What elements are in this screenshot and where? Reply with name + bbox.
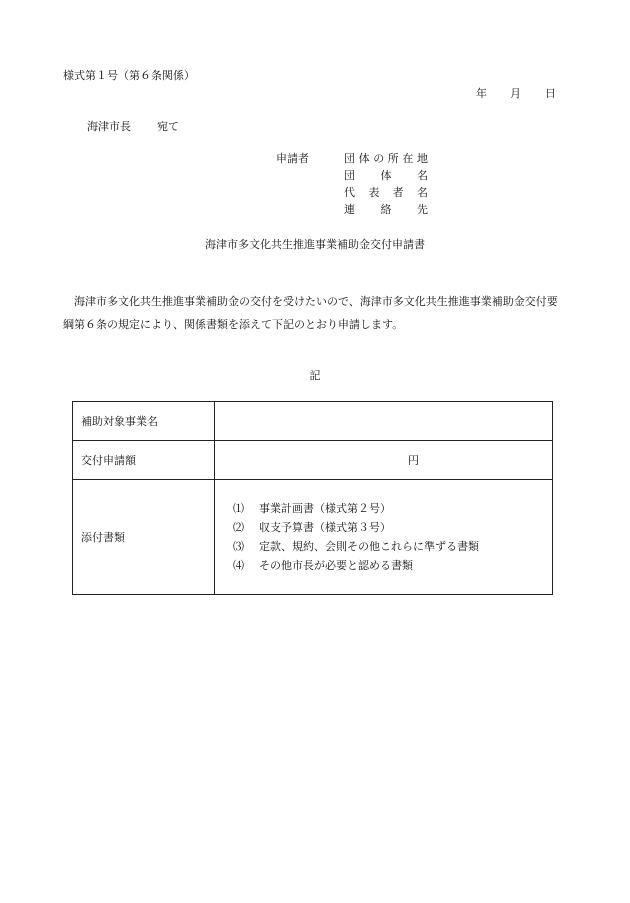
row-label-attachments: 添付書類 (73, 480, 215, 595)
list-item: ⑵ 収支予算書（様式第３号） (233, 521, 391, 534)
row-value-attachments (215, 480, 553, 595)
row-value-project-name[interactable] (215, 402, 553, 441)
field-org-name: 団 体 名 (344, 169, 428, 182)
table-row (73, 441, 553, 480)
row-label-project-name: 補助対象事業名 (73, 402, 215, 441)
row-value-amount[interactable]: 円 (215, 441, 553, 480)
table-row (73, 480, 553, 595)
list-item: ⑴ 事業計画書（様式第２号） (233, 502, 391, 515)
list-item: ⑷ その他市長が必要と認める書類 (233, 559, 413, 572)
date-month: 月 (510, 87, 521, 100)
form-number: 様式第１号（第６条関係） (63, 69, 195, 82)
addressee (87, 120, 179, 133)
document-title: 海津市多文化共生推進事業補助金交付申請書 (205, 238, 425, 251)
applicant-label: 申請者 (276, 152, 309, 165)
field-contact: 連 絡 先 (344, 203, 428, 216)
applicant-fields (344, 153, 428, 221)
body-text: 海津市多文化共生推進事業補助金の交付を受けたいので、海津市多文化共生推進事業補助金交付要綱第６条の規定により、関係書類を添えて下記のとおり申請します。 (63, 295, 558, 331)
application-table (72, 401, 553, 595)
addressee-name: 海津市長 (87, 120, 131, 133)
field-representative: 代 表 者 名 (344, 186, 428, 199)
row-label-amount: 交付申請額 (73, 441, 215, 480)
ki-marker: 記 (309, 369, 321, 382)
addressee-suffix: 宛て (157, 120, 179, 133)
list-item: ⑶ 定款、規約、会則その他これらに準ずる書類 (233, 540, 479, 553)
date-day: 日 (545, 87, 556, 100)
table-row (73, 402, 553, 441)
field-org-address: 団 体 の 所 在 地 (344, 152, 428, 165)
date-year: 年 (476, 87, 487, 100)
attachment-list (223, 499, 552, 575)
